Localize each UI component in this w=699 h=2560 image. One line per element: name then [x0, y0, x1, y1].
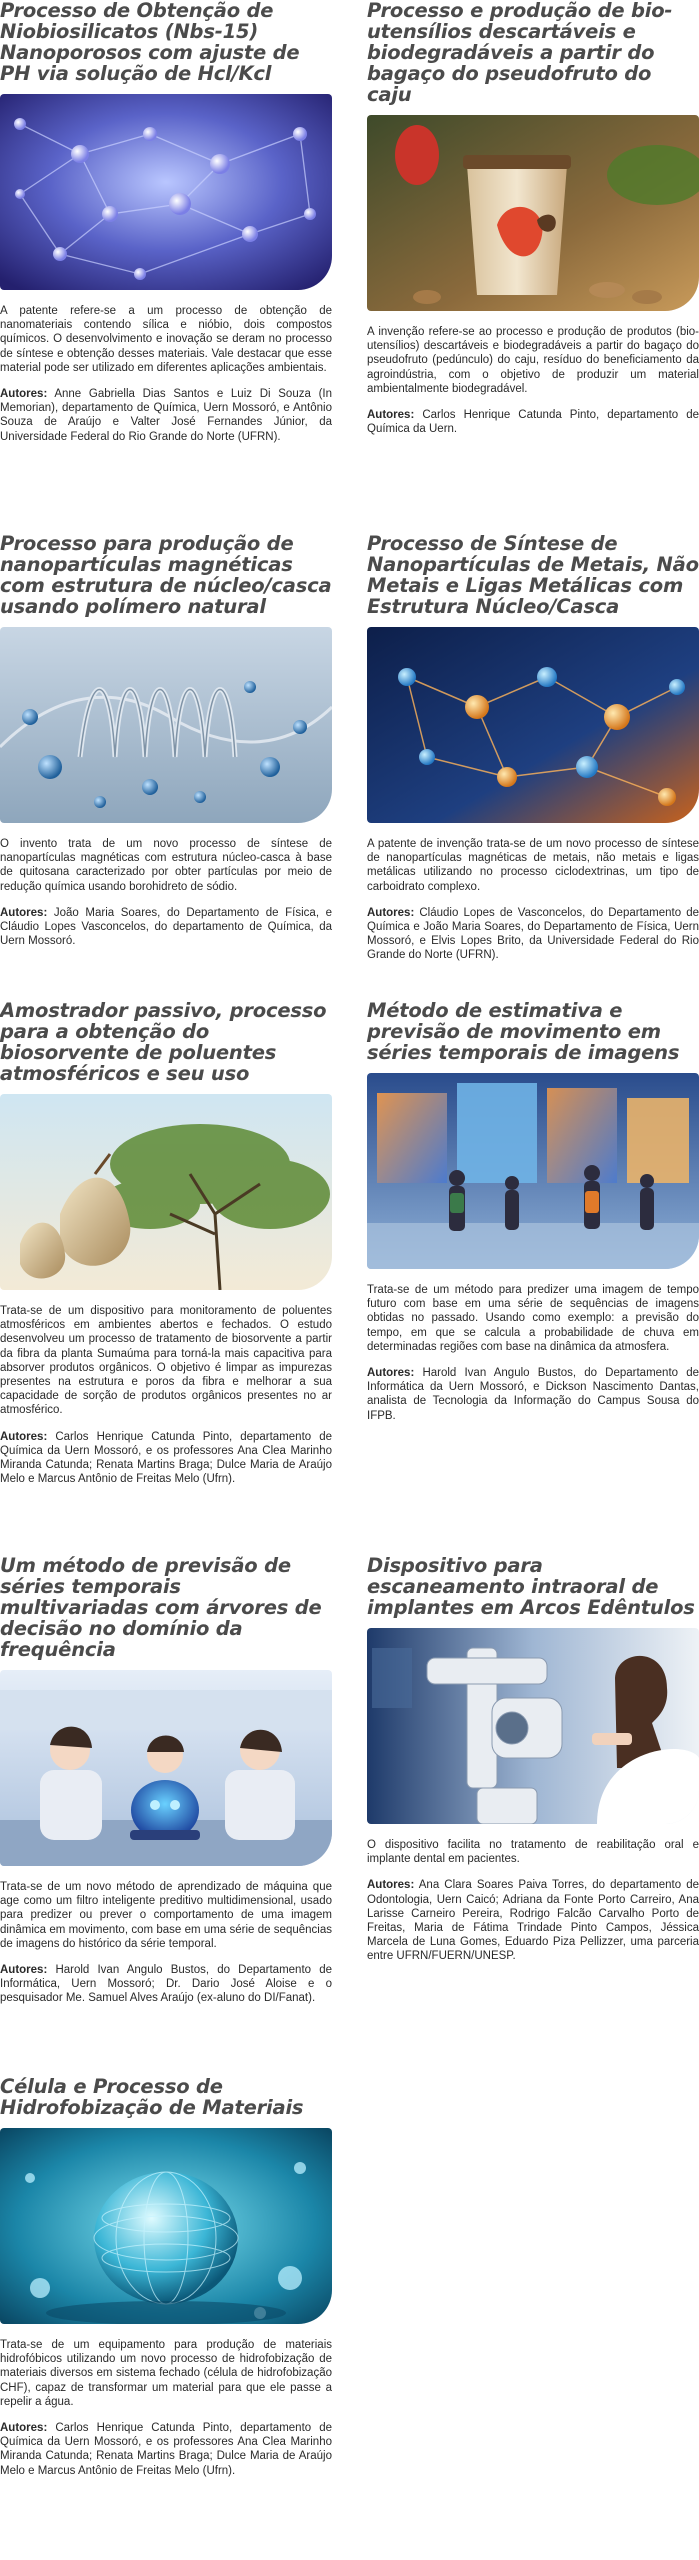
card-description: Trata-se de um equipamento para produção de materiais hidrofóbicos utilizando um novo processo de hidrofobização de materiais diversos em sistema fechado (célula de hidrofobização CHF), capaz de transformar um material para que ele passe a repelir a água. [0, 2339, 332, 2408]
authors-label: Autores: [367, 1879, 415, 1892]
card-title: Processo de Obtenção de Niobiosilicatos (Nbs-15) Nanoporosos com ajuste de PH via solução de Hcl/Kcl [0, 0, 300, 85]
patent-card-bio-utensilios [367, 0, 699, 436]
cashew-cup-image [367, 115, 699, 311]
card-authors [367, 1878, 699, 1963]
card-description: Trata-se de um novo método de aprendizado de máquina que age como um filtro inteligente preditivo multidimensional, usado para predizer ou prever o comportamento de uma imagem dinâmica em movimento, com base em uma série de sequências de imagens do histórico da série temporal. [0, 1881, 332, 1950]
authors-text: Harold Ivan Angulo Bustos, do Departamento de Informática, Uern Mossoró; Dr. Dario José Aloise e o pesquisador Me. Samuel Alves Araújo (ex-aluno do DI/Fanat). [0, 1964, 332, 2005]
card-authors [0, 387, 332, 444]
patent-card-escaneamento-intraoral [367, 1555, 699, 1964]
card-description: Trata-se de um dispositivo para monitoramento de poluentes atmosféricos em ambientes abertos e fechados. O estudo desenvolveu um processo de tratamento de biosorvente a partir da fibra da planta Sumaúma para torná-la mais capacitiva para absorver produtos orgânicos. O objetivo é limpar as impurezas presentes na estrutura e poros da fibra e melhorar a sua capacidade de sorção de produtos orgânicos presentes no ar atmosférico. [0, 1305, 332, 1417]
card-description: A invenção refere-se ao processo e produção de produtos (bio-utensílios) descartáveis e biodegradáveis a partir do bagaço do pseudofruto (pedúnculo) do caju, resíduo do beneficiamento da agroindústria, com o objetivo de produzir um material ambientalmente biodegradável. [367, 326, 699, 395]
card-title: Processo de Síntese de Nanopartículas de Metais, Não Metais e Ligas Metálicas com Estrutura Núcleo/Casca [367, 532, 699, 618]
patent-card-estimativa-movimento [367, 1000, 699, 1423]
card-title: Processo para produção de nanopartículas magnéticas com estrutura de núcleo/casca usando polímero natural [0, 532, 332, 618]
patent-card-hidrofobizacao [0, 2076, 332, 2478]
card-description: O dispositivo facilita no tratamento de reabilitação oral e implante dental em pacientes. [367, 1839, 699, 1866]
gallery-screens-image [367, 1073, 699, 1269]
card-description: Trata-se de um método para predizer uma imagem de tempo futuro com base em uma série de sequências de imagens obtidas no passado. Usando como exemplo: a previsão do tempo, em que se calcula a probabilidade de chuva em determinadas regiões com base na dinâmica da atmosfera. [367, 1284, 699, 1353]
card-description: O invento trata de um novo processo de síntese de nanopartículas magnéticas com estrutura núcleo-casca à base de quitosana caracterizado por obter partículas por meio de redução química usando borohidreto de sódio. [0, 838, 332, 893]
authors-text: Ana Clara Soares Paiva Torres, do departamento de Odontologia, Uern Caicó; Adriana da Fonte Porto Carreiro, Ana Larisse Carneiro Pereira, Rodrigo Falcão Carvalho Porto de Freitas, Maria de Fátima Trindade Pinto Campos, Jéssica Marcela de Luna Gomes, Eduardo Piza Pellizzer, uma parceria entre UFRN/FUERN/UNESP. [367, 1879, 699, 1963]
patent-card-previsao-series [0, 1555, 332, 2006]
authors-text: Anne Gabriella Dias Santos e Luiz Di Souza (In Memorian), departamento de Química, Uern Mossoró, e Antônio Souza de Araújo e Valter José Fernandes Júnior, da Universidade Federal do Rio Grande do Norte (UFRN). [0, 388, 332, 443]
card-title: Um método de previsão de séries temporais multivariadas com árvores de decisão no domínio da frequência [0, 1554, 322, 1661]
card-authors [0, 2421, 332, 2478]
card-authors [0, 906, 332, 949]
dental-scanner-image [367, 1628, 699, 1824]
card-title: Método de estimativa e previsão de movimento em séries temporais de imagens [367, 999, 680, 1064]
card-title: Processo e produção de bio-utensílios descartáveis e biodegradáveis a partir do bagaço do pseudofruto do caju [367, 0, 673, 106]
card-title: Célula e Processo de Hidrofobização de Materiais [0, 2075, 304, 2119]
hydrophobic-sphere-image [0, 2128, 332, 2324]
molecular-network-image [0, 94, 332, 290]
card-authors [367, 1366, 699, 1423]
card-authors [367, 906, 699, 963]
patent-card-nanoparticulas-magneticas [0, 533, 332, 948]
patent-card-niobiosilicatos [0, 0, 332, 444]
authors-text: Harold Ivan Angulo Bustos, do Departamento de Informática da Uern Mossoró, e Dickson Nascimento Dantas, analista de Tecnologia da Informação do Campus Sousa do IFPB. [367, 1367, 699, 1422]
card-description: A patente de invenção trata-se de um novo processo de síntese de nanopartículas magnéticas de metais, não metais e ligas metálicas utilizando no processo ciclodextrinas, um tipo de carboidrato complexo. [367, 838, 699, 893]
authors-text: Carlos Henrique Catunda Pinto, departamento de Química da Uern. [367, 409, 699, 436]
card-authors [367, 408, 699, 436]
authors-label: Autores: [367, 409, 415, 422]
magnetic-spring-image [0, 627, 332, 823]
card-authors [0, 1963, 332, 2006]
authors-label: Autores: [0, 906, 48, 919]
patent-card-amostrador-passivo [0, 1000, 332, 1486]
card-title: Amostrador passivo, processo para a obtenção do biosorvente de poluentes atmosféricos e seu uso [0, 999, 327, 1085]
card-authors [0, 1430, 332, 1487]
authors-label: Autores: [0, 2422, 48, 2435]
authors-label: Autores: [367, 1367, 415, 1380]
patent-card-sintese-nanoparticulas [367, 533, 699, 963]
card-description: A patente refere-se a um processo de obtenção de nanomateriais contendo sílica e nióbio, dois compostos químicos. O desenvolvimento e inovação se deram no processo de síntese e obtenção desses materiais. Vale destacar que esse material pode ser utilizado em diferentes aplicações ambientais. [0, 305, 332, 374]
students-robot-image [0, 1670, 332, 1866]
card-title: Dispositivo para escaneamento intraoral de implantes em Arcos Edêntulos [367, 1554, 695, 1619]
authors-label: Autores: [0, 1430, 48, 1443]
authors-label: Autores: [0, 1964, 48, 1977]
authors-text: João Maria Soares, do Departamento de Física, e Cláudio Lopes Vasconcelos, do departamento de Química, da Uern Mossoró. [0, 906, 332, 948]
sumauma-tree-image [0, 1094, 332, 1290]
authors-text: Cláudio Lopes de Vasconcelos, do Departamento de Química e João Maria Soares, do Departamento de Física, Uern Mossoró, e Elvis Lopes Brito, da Universidade Federal do Rio Grande do Norte (UFRN). [367, 906, 699, 962]
authors-label: Autores: [367, 906, 415, 919]
nanoparticle-network-image [367, 627, 699, 823]
authors-text: Carlos Henrique Catunda Pinto, departamento de Química da Uern Mossoró, e os professores Ana Clea Marinho Miranda Catunda; Renata Martins Braga; Dulce Maria de Araújo Melo e Marcus Antônio de Freitas Melo (Ufrn). [0, 1430, 332, 1486]
authors-label: Autores: [0, 388, 48, 401]
authors-text: Carlos Henrique Catunda Pinto, departamento de Química da Uern Mossoró, e os professores Ana Clea Marinho Miranda Catunda; Renata Martins Braga; Dulce Maria de Araújo Melo e Marcus Antônio de Freitas Melo (Ufrn). [0, 2422, 332, 2477]
